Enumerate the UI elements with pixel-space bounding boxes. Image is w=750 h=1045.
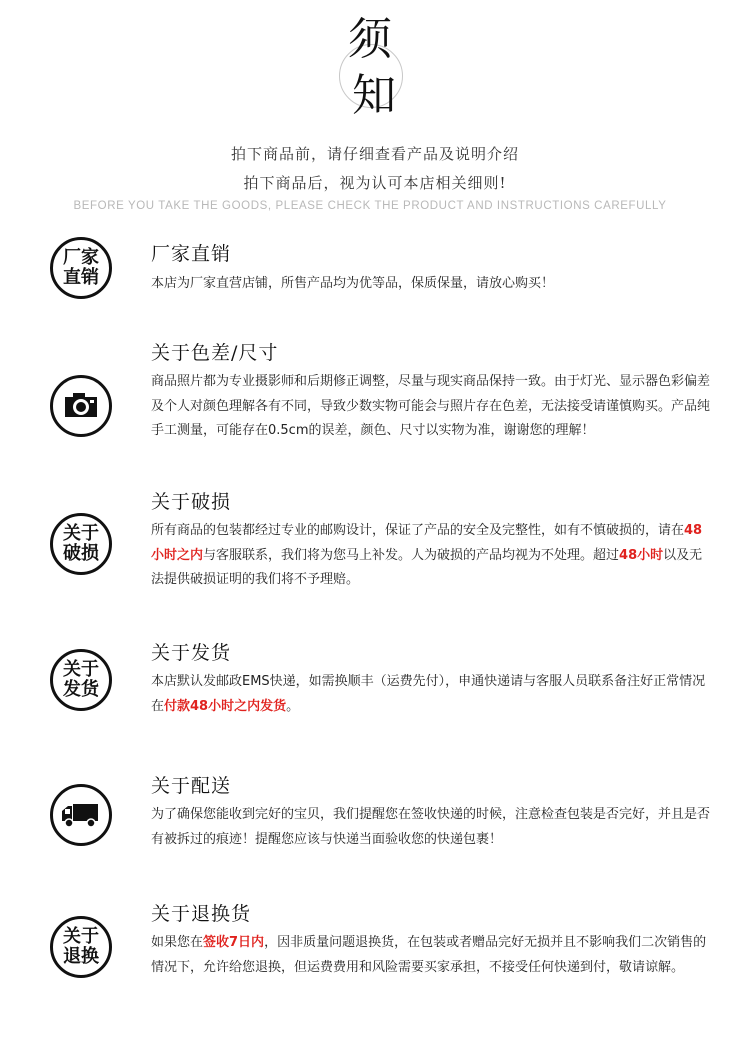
badge-line-1: 关于: [63, 659, 99, 680]
section-body-factory: [151, 272, 711, 297]
body-text: ，因非质量问题退换货，在包装或者赠品完好无损并且不影响我们二次销售的情况下，允许给您退换，但运费费用和风险需要买家承担，不接受任何快递到付，敬请谅解。: [151, 935, 707, 975]
body-text: 所有商品的包装都经过专业的邮购设计，保证了产品的安全及完整性，如有不慎破损的，请在: [151, 523, 685, 538]
section-body-delivery: [151, 803, 711, 852]
damage-badge: [50, 513, 112, 575]
title-char-2: 知: [352, 70, 396, 121]
body-text: 。: [286, 698, 300, 714]
factory-direct-badge: [50, 237, 112, 299]
highlight-48h: 48小时之内: [151, 523, 703, 563]
shipping-badge: [50, 649, 112, 711]
body-text: 为了确保您能收到完好的宝贝，我们提醒您在签收快递的时候，注意检查包装是否完好，并且是否有被拆过的痕迹！提醒您应该与快递当面验收您的快递包裹！: [151, 807, 711, 847]
highlight-7days: 签收7日内: [203, 935, 265, 950]
body-text: 如果您在: [151, 935, 204, 950]
section-title-delivery: 关于配送: [151, 775, 232, 797]
notice-english: BEFORE YOU TAKE THE GOODS, PLEASE CHECK THE PRODUCT AND INSTRUCTIONS CAREFULLY: [73, 200, 667, 212]
title-char-1: 须: [348, 14, 392, 65]
section-body-damage: [151, 519, 711, 593]
section-title-shipping: 关于发货: [151, 642, 232, 664]
section-body-returns: [151, 931, 711, 980]
return-badge: [50, 916, 112, 978]
badge-line-1: 关于: [63, 926, 99, 947]
badge-line-1: 关于: [63, 523, 99, 544]
highlight-ship-48h: 付款48小时之内发货: [164, 698, 287, 714]
badge-line-1: 厂家: [63, 247, 99, 268]
highlight-48h-2: 48小时: [619, 547, 664, 563]
section-title-color: 关于色差/尺寸: [151, 342, 279, 364]
camera-icon: [50, 375, 112, 437]
section-title-damage: 关于破损: [151, 491, 232, 513]
body-text: 以及无法提供破损证明的我们将不予理赔。: [151, 547, 703, 587]
section-title-returns: 关于退换货: [151, 903, 252, 925]
truck-icon: [50, 784, 112, 846]
notice-line-1: 拍下商品前，请仔细查看产品及说明介绍: [230, 145, 519, 163]
body-text: 商品照片都为专业摄影师和后期修正调整，尽量与现实商品保持一致。由于灯光、显示器色彩偏差及个人对颜色理解各有不同，导致少数实物可能会与照片存在色差，无法接受请谨慎购买。产品纯手工测量，可能存在0.5cm的误差，颜色、尺寸以实物为准，谢谢您的理解！: [151, 374, 711, 438]
body-text: 与客服联系，我们将为您马上补发。人为破损的产品均视为不处理。超过: [203, 547, 620, 563]
badge-line-2: 发货: [63, 679, 99, 700]
section-title-factory: 厂家直销: [151, 243, 232, 265]
section-body-shipping: [151, 670, 711, 719]
badge-line-2: 直销: [63, 267, 99, 288]
notice-line-2: 拍下商品后，视为认可本店相关细则!: [243, 174, 507, 192]
badge-line-2: 破损: [63, 543, 99, 564]
section-body-color: [151, 370, 711, 444]
body-text: 本店为厂家直营店铺，所售产品均为优等品，保质保量，请放心购买！: [151, 276, 555, 291]
body-text: 本店默认发邮政EMS快递，如需换顺丰（运费先付），申通快递请与客服人员联系备注好正常情况在: [151, 674, 706, 714]
badge-line-2: 退换: [63, 946, 99, 967]
